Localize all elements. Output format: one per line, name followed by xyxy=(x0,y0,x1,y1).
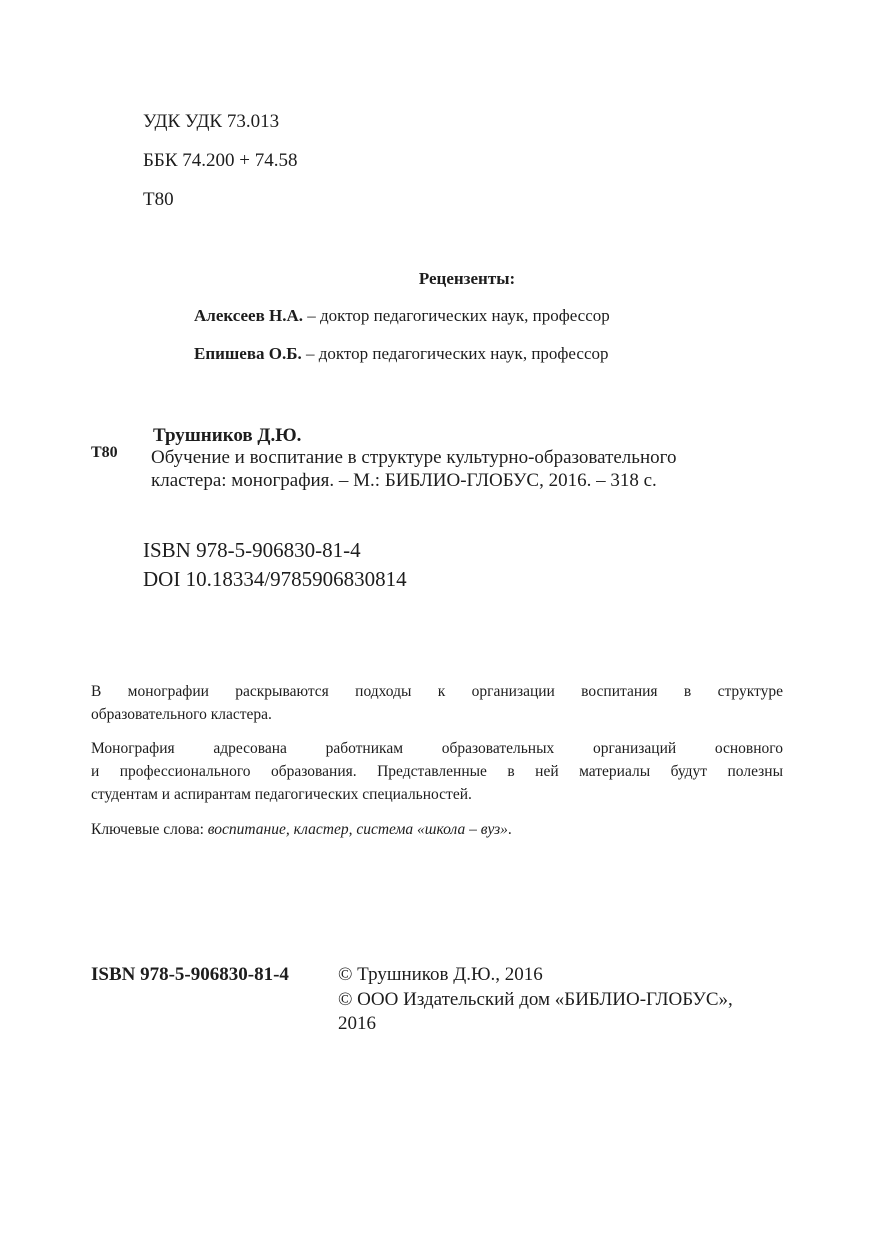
text-line: и профессионального образования. Представленные в ней материалы будут полезны xyxy=(91,763,783,780)
card-title-line: кластера: монография. – М.: БИБЛИО-ГЛОБУС, 2016. – 318 с. xyxy=(151,470,657,491)
doi: DOI 10.18334/9785906830814 xyxy=(143,567,407,591)
reviewer-name: Алексеев Н.А. xyxy=(194,306,304,325)
card-title-line: Обучение и воспитание в структуре культурно-образовательного xyxy=(151,447,677,468)
keywords-line xyxy=(91,818,783,841)
copyright-year: 2016 xyxy=(338,1013,376,1034)
keywords-end: . xyxy=(507,821,512,838)
copyright-author: © Трушников Д.Ю., 2016 xyxy=(338,964,543,985)
card-author-sign: Т80 xyxy=(91,444,118,461)
reviewer-description: – доктор педагогических наук, профессор xyxy=(301,344,609,363)
text-line: студентам и аспирантам педагогических специальностей. xyxy=(91,786,472,803)
keywords: воспитание, кластер, система «школа – вуз» xyxy=(207,821,508,838)
isbn: ISBN 978-5-906830-81-4 xyxy=(143,538,361,562)
card-author: Трушников Д.Ю. xyxy=(153,425,302,446)
abstract-paragraph xyxy=(91,680,783,726)
text-line: образовательного кластера. xyxy=(91,706,272,723)
reviewers-heading: Рецензенты: xyxy=(418,269,516,288)
text-line: В монографии раскрываются подходы к организации воспитания в структуре xyxy=(91,683,783,700)
reviewer-entry xyxy=(194,344,609,364)
footer-isbn: ISBN 978-5-906830-81-4 xyxy=(91,964,289,985)
text-line: Монография адресована работникам образовательных организаций основного xyxy=(91,740,783,757)
reviewer-entry xyxy=(194,306,610,326)
reviewer-description: – доктор педагогических наук, профессор xyxy=(303,306,610,325)
copyright-publisher: © ООО Издательский дом «БИБЛИО-ГЛОБУС», xyxy=(338,989,733,1010)
audience-paragraph xyxy=(91,737,783,806)
reviewer-name: Епишева О.Б. xyxy=(194,344,302,363)
udk-code: УДК УДК 73.013 xyxy=(143,111,280,132)
bbk-code: ББК 74.200 + 74.58 xyxy=(143,150,298,171)
keywords-label: Ключевые слова: xyxy=(91,821,208,838)
author-sign: Т80 xyxy=(143,189,174,210)
